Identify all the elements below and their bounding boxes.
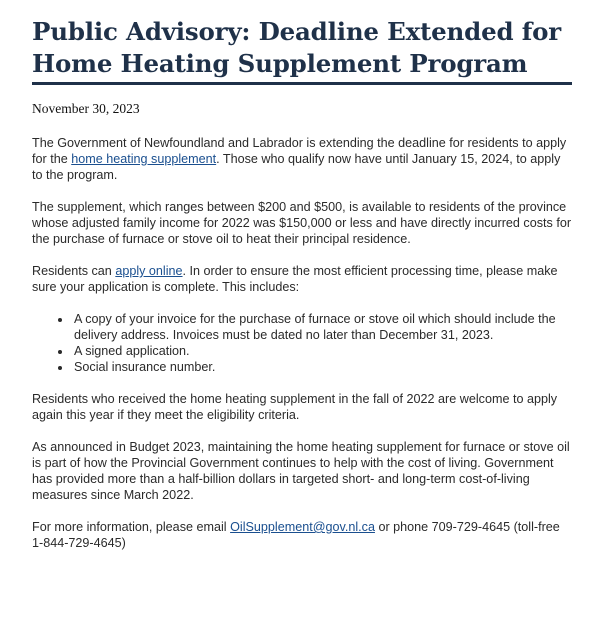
page-title	[32, 16, 573, 82]
title-line-1: Public Advisory: Deadline Extended for	[32, 17, 561, 46]
paragraph-contact-text-before: For more information, please email	[32, 520, 231, 534]
home-heating-supplement-link[interactable]: home heating supplement	[71, 152, 217, 166]
paragraph-contact-text-after: or phone 709-729-4645 (toll-free 1-844-729-4645)	[32, 520, 560, 550]
list-item: • Social insurance number.	[72, 359, 573, 375]
paragraph-deadline-text-before: The Government of Newfoundland and Labrador is extending the deadline for residents to apply for the	[32, 136, 567, 166]
advisory-body	[32, 135, 573, 551]
paragraph-eligibility: The supplement, which ranges between $200 and $500, is available to residents of the province whose adjusted family income for 2022 was $150,000 or less and have directly incurred costs for the purchase of furnace or stove oil to heat their principal residence.	[32, 200, 572, 246]
list-item: • A signed application.	[72, 343, 573, 359]
email-link[interactable]: OilSupplement@gov.nl.ca	[230, 520, 375, 534]
paragraph-budget: As announced in Budget 2023, maintaining the home heating supplement for furnace or stove oil is part of how the Provincial Government continues to help with the cost of living. Government has provided more than a half-billion dollars in targeted short- and long-term cost-of-living measures since March 2022.	[32, 440, 570, 502]
paragraph-apply-text-after: . In order to ensure the most efficient processing time, please make sure your application is complete. This includes:	[32, 264, 558, 294]
paragraph-deadline	[32, 135, 573, 183]
paragraph-apply-text-before: Residents can	[32, 264, 116, 278]
publication-date: November 30, 2023	[32, 101, 140, 116]
title-line-2: Home Heating Supplement Program	[32, 49, 528, 78]
paragraph-contact	[32, 519, 573, 551]
paragraph-reapply: Residents who received the home heating supplement in the fall of 2022 are welcome to apply again this year if they meet the eligibility criteria.	[32, 392, 558, 422]
requirements-list	[32, 311, 573, 375]
title-divider	[32, 82, 572, 85]
paragraph-apply	[32, 263, 573, 295]
paragraph-deadline-text-after: . Those who qualify now have until January 15, 2024, to apply to the program.	[32, 152, 561, 182]
list-item: • A copy of your invoice for the purchase of furnace or stove oil which should include the delivery address. Invoices must be dated no later than December 31, 2023.	[72, 311, 573, 343]
apply-online-link[interactable]: apply online	[115, 264, 183, 278]
